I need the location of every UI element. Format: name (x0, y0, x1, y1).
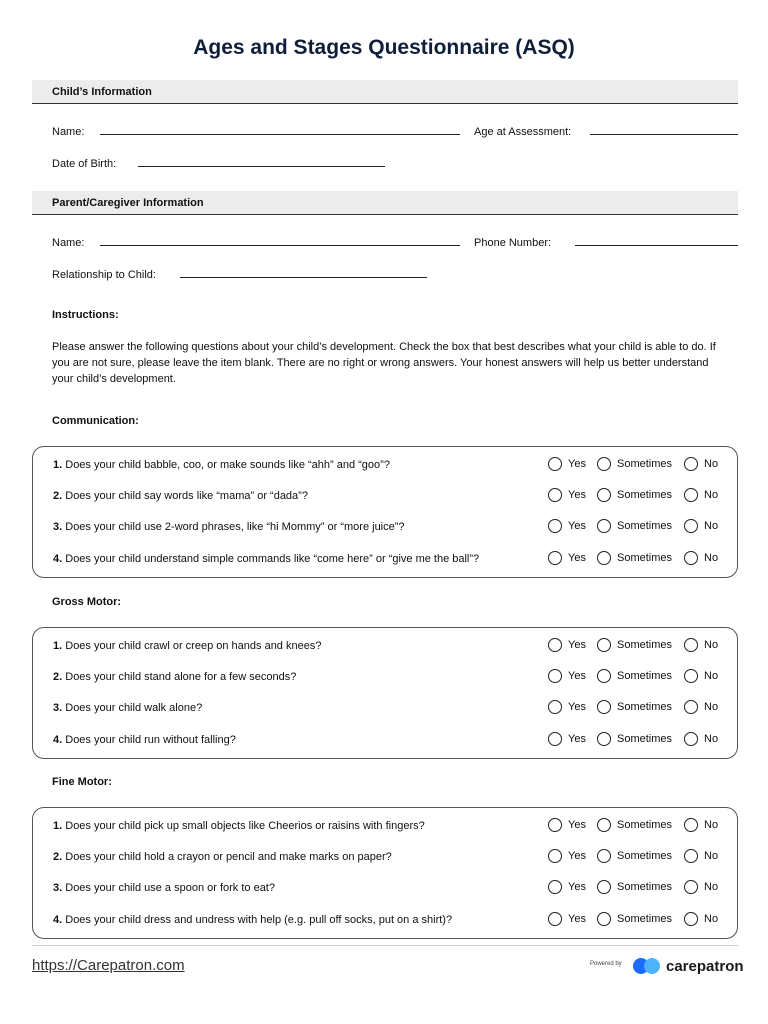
fine-motor-question-4 (33, 911, 739, 931)
fine-motor-heading: Fine Motor: (52, 776, 112, 788)
parent-name-field[interactable] (100, 245, 460, 246)
option-label: No (704, 552, 719, 564)
option-label: Sometimes (617, 489, 673, 501)
relationship-label: Relationship to Child: (52, 269, 156, 281)
question-text: Does your child dress and undress with help (e.g. pull off socks, put on a shirt)? (65, 914, 453, 926)
yes-option[interactable] (548, 550, 586, 566)
page-title: Ages and Stages Questionnaire (ASQ) (193, 36, 575, 59)
question-number: 1. (53, 640, 63, 652)
question-text: Does your child understand simple commands like “come here” or “give me the ball”? (65, 553, 480, 565)
yes-option[interactable] (548, 699, 586, 715)
question-text: Does your child pick up small objects like Cheerios or raisins with fingers? (65, 820, 425, 832)
powered-by-label: Powered by (590, 961, 622, 967)
radio-icon[interactable] (548, 519, 562, 533)
sometimes-option[interactable] (597, 911, 672, 927)
radio-icon[interactable] (684, 669, 698, 683)
option-label: Sometimes (617, 552, 673, 564)
sometimes-option[interactable] (597, 550, 672, 566)
option-label: Yes (568, 819, 586, 831)
radio-icon[interactable] (597, 551, 611, 565)
child-name-label: Name: (52, 126, 85, 138)
sometimes-option[interactable] (597, 668, 672, 684)
radio-icon[interactable] (684, 551, 698, 565)
communication-heading: Communication: (52, 415, 139, 427)
relationship-field[interactable] (180, 277, 427, 278)
radio-icon[interactable] (684, 519, 698, 533)
radio-icon[interactable] (684, 700, 698, 714)
radio-icon[interactable] (597, 880, 611, 894)
question-number: 1. (53, 820, 63, 832)
gross-motor-question-1 (33, 637, 739, 657)
gross-motor-heading: Gross Motor: (52, 596, 122, 608)
option-label: No (704, 850, 719, 862)
no-option[interactable] (684, 668, 718, 684)
radio-icon[interactable] (548, 849, 562, 863)
option-label: Yes (568, 458, 586, 470)
radio-icon[interactable] (548, 732, 562, 746)
communication-question-1 (33, 456, 739, 476)
child-info-section-header: Child’s Information (32, 80, 738, 104)
no-option[interactable] (684, 731, 718, 747)
question-number: 2. (53, 490, 63, 502)
option-label: Yes (568, 881, 586, 893)
option-label: No (704, 733, 719, 745)
option-label: Yes (568, 520, 586, 532)
no-option[interactable] (684, 518, 718, 534)
option-label: Yes (568, 552, 586, 564)
fine-motor-question-3 (33, 879, 739, 899)
question-text: Does your child run without falling? (65, 734, 236, 746)
gross-motor-question-2 (33, 668, 739, 688)
radio-icon[interactable] (548, 669, 562, 683)
sometimes-option[interactable] (597, 637, 672, 653)
option-label: No (704, 458, 719, 470)
option-label: No (704, 819, 719, 831)
no-option[interactable] (684, 487, 718, 503)
question-number: 3. (53, 702, 63, 714)
question-number: 3. (53, 521, 63, 533)
fine-motor-question-box (32, 807, 738, 939)
question-text: Does your child use a spoon or fork to eat? (65, 882, 275, 894)
option-label: Yes (568, 701, 586, 713)
radio-icon[interactable] (597, 912, 611, 926)
gross-motor-question-4 (33, 731, 739, 751)
radio-icon[interactable] (548, 551, 562, 565)
yes-option[interactable] (548, 518, 586, 534)
radio-icon[interactable] (548, 638, 562, 652)
radio-icon[interactable] (548, 818, 562, 832)
age-at-assessment-field[interactable] (590, 134, 738, 135)
option-label: Sometimes (617, 881, 673, 893)
sometimes-option[interactable] (597, 848, 672, 864)
option-label: No (704, 701, 719, 713)
radio-icon[interactable] (548, 700, 562, 714)
yes-option[interactable] (548, 911, 586, 927)
option-label: Sometimes (617, 701, 673, 713)
question-number: 2. (53, 671, 63, 683)
yes-option[interactable] (548, 456, 586, 472)
no-option[interactable] (684, 456, 718, 472)
question-number: 3. (53, 882, 63, 894)
sometimes-option[interactable] (597, 731, 672, 747)
option-label: Sometimes (617, 819, 673, 831)
option-label: Sometimes (617, 913, 673, 925)
question-number: 4. (53, 734, 63, 746)
no-option[interactable] (684, 848, 718, 864)
sometimes-option[interactable] (597, 518, 672, 534)
option-label: Yes (568, 913, 586, 925)
option-label: No (704, 670, 719, 682)
phone-number-label: Phone Number: (474, 237, 552, 249)
radio-icon[interactable] (684, 732, 698, 746)
radio-icon[interactable] (548, 880, 562, 894)
yes-option[interactable] (548, 879, 586, 895)
option-label: No (704, 639, 719, 651)
question-number: 4. (53, 553, 63, 565)
gross-motor-question-box (32, 627, 738, 759)
instructions-text: Please answer the following questions about your child’s development. Check the box that best describes what your child is able to do. If you are not sure, please leave the item blank. There are no right or wrong answers. Your honest answers will help us better understand your child’s development. (52, 341, 716, 385)
dob-label: Date of Birth: (52, 158, 117, 170)
option-label: Yes (568, 670, 586, 682)
yes-option[interactable] (548, 817, 586, 833)
option-label: Yes (568, 850, 586, 862)
question-text: Does your child crawl or creep on hands and knees? (65, 640, 322, 652)
option-label: Yes (568, 489, 586, 501)
radio-icon[interactable] (597, 732, 611, 746)
option-label: No (704, 913, 719, 925)
footer-divider (32, 945, 738, 946)
radio-icon[interactable] (684, 488, 698, 502)
carepatron-link[interactable]: https://Carepatron.com (32, 957, 185, 974)
dob-field[interactable] (138, 166, 385, 167)
no-option[interactable] (684, 817, 718, 833)
question-text: Does your child use 2-word phrases, like “hi Mommy” or “more juice”? (65, 521, 405, 533)
radio-icon[interactable] (684, 912, 698, 926)
option-label: Yes (568, 639, 586, 651)
radio-icon[interactable] (597, 638, 611, 652)
radio-icon[interactable] (597, 700, 611, 714)
option-label: Sometimes (617, 458, 673, 470)
option-label: Sometimes (617, 850, 673, 862)
gross-motor-question-3 (33, 699, 739, 719)
option-label: No (704, 881, 719, 893)
fine-motor-question-2 (33, 848, 739, 868)
sometimes-option[interactable] (597, 879, 672, 895)
phone-number-field[interactable] (575, 245, 738, 246)
yes-option[interactable] (548, 731, 586, 747)
radio-icon[interactable] (684, 638, 698, 652)
radio-icon[interactable] (597, 849, 611, 863)
radio-icon[interactable] (548, 912, 562, 926)
child-name-field[interactable] (100, 134, 460, 135)
yes-option[interactable] (548, 637, 586, 653)
carepatron-logo-icon (632, 956, 662, 976)
communication-question-4 (33, 550, 739, 570)
option-label: Sometimes (617, 639, 673, 651)
question-number: 1. (53, 459, 63, 471)
radio-icon[interactable] (597, 519, 611, 533)
question-number: 2. (53, 851, 63, 863)
radio-icon[interactable] (548, 488, 562, 502)
radio-icon[interactable] (684, 818, 698, 832)
radio-icon[interactable] (597, 818, 611, 832)
age-at-assessment-label: Age at Assessment: (474, 126, 572, 138)
yes-option[interactable] (548, 668, 586, 684)
question-number: 4. (53, 914, 63, 926)
option-label: No (704, 520, 719, 532)
yes-option[interactable] (548, 487, 586, 503)
parent-info-section-header: Parent/Caregiver Information (32, 191, 738, 215)
yes-option[interactable] (548, 848, 586, 864)
radio-icon[interactable] (684, 880, 698, 894)
parent-name-label: Name: (52, 237, 85, 249)
sometimes-option[interactable] (597, 456, 672, 472)
radio-icon[interactable] (597, 457, 611, 471)
no-option[interactable] (684, 911, 718, 927)
question-text: Does your child hold a crayon or pencil and make marks on paper? (65, 851, 392, 863)
no-option[interactable] (684, 637, 718, 653)
sometimes-option[interactable] (597, 699, 672, 715)
option-label: Sometimes (617, 520, 673, 532)
option-label: Sometimes (617, 733, 673, 745)
option-label: No (704, 489, 719, 501)
radio-icon[interactable] (597, 488, 611, 502)
fine-motor-question-1 (33, 817, 739, 837)
option-label: Sometimes (617, 670, 673, 682)
communication-question-3 (33, 518, 739, 538)
radio-icon[interactable] (548, 457, 562, 471)
question-text: Does your child walk alone? (65, 702, 203, 714)
communication-question-2 (33, 487, 739, 507)
carepatron-logo (632, 956, 744, 976)
radio-icon[interactable] (684, 457, 698, 471)
communication-question-box (32, 446, 738, 578)
option-label: Yes (568, 733, 586, 745)
question-text: Does your child stand alone for a few seconds? (65, 671, 297, 683)
question-text: Does your child say words like “mama” or “dada”? (65, 490, 308, 502)
sometimes-option[interactable] (597, 487, 672, 503)
sometimes-option[interactable] (597, 817, 672, 833)
radio-icon[interactable] (597, 669, 611, 683)
question-text: Does your child babble, coo, or make sounds like “ahh” and “goo”? (65, 459, 390, 471)
instructions-heading: Instructions: (52, 309, 119, 321)
no-option[interactable] (684, 550, 718, 566)
radio-icon[interactable] (684, 849, 698, 863)
no-option[interactable] (684, 699, 718, 715)
carepatron-brand-text: carepatron (666, 957, 744, 975)
no-option[interactable] (684, 879, 718, 895)
